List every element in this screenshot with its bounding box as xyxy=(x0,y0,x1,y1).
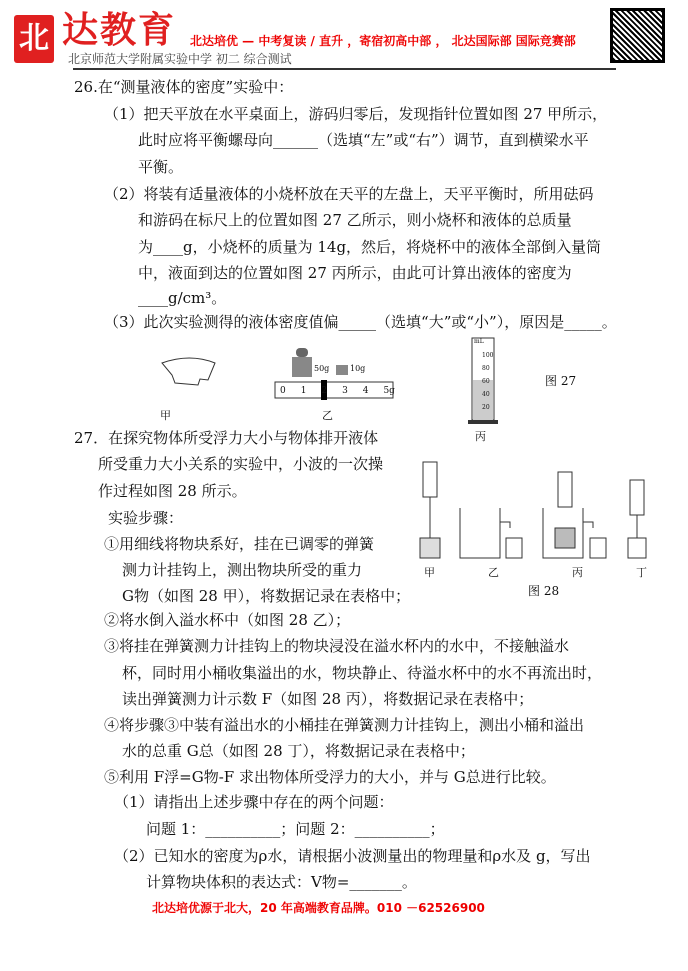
weight-label: 10g xyxy=(350,364,366,373)
text-line: ②将水倒入溢水杯中（如图 28 乙）； xyxy=(104,611,351,629)
qr-code-icon xyxy=(610,8,665,63)
weight-label: 50g xyxy=(314,364,330,373)
text-line: 所受重力大小关系的实验中，小波的一次操 xyxy=(98,455,384,473)
text-line: 此时应将平衡螺母向______（选填“左”或“右”）调节，直到横梁水平 xyxy=(138,131,589,149)
label-jia: 甲 xyxy=(160,409,171,422)
small-bucket-yi xyxy=(506,538,522,558)
scale-tick-label: 1 xyxy=(300,386,307,396)
text-line: （2）已知水的密度为ρ水，请根据小波测量出的物理量和ρ水及 g，写出 xyxy=(114,847,591,865)
text-line: 杯，同时用小桶收集溢出的水，物块静止、待溢水杯中的水不再流出时， xyxy=(122,664,603,682)
text-line: （3）此次实验测得的液体密度值偏_____（选填“大”或“小”），原因是_____。 xyxy=(104,313,617,331)
label-jia: 甲 xyxy=(424,566,435,579)
text-line: 作过程如图 28 所示。 xyxy=(98,482,247,500)
small-bucket-bing xyxy=(590,538,606,558)
header-subtitle: 北京师范大学附属实验中学 初二 综合测试 xyxy=(68,52,292,66)
weight-10g xyxy=(336,365,348,375)
scale-tick-label: 5g xyxy=(383,386,395,396)
balance-pointer-dial xyxy=(162,358,215,385)
header-rule xyxy=(73,68,616,70)
label-bing: 丙 xyxy=(572,566,583,579)
overflow-cup-yi xyxy=(460,508,510,558)
text-line: 为____g，小烧杯的质量为 14g，然后，将烧杯中的液体全部倒入量筒 xyxy=(138,238,602,256)
text-line: （1）请指出上述步骤中存在的两个问题： xyxy=(114,793,394,811)
logo-icon: 北 xyxy=(14,15,54,63)
scale-tick-label: 3 xyxy=(342,386,348,396)
cylinder-tick-label: 80 xyxy=(482,365,490,372)
cylinder-tick-label: 40 xyxy=(482,391,490,398)
text-line: 平衡。 xyxy=(138,158,184,176)
text-line: 和游码在标尺上的位置如图 27 乙所示，则小烧杯和液体的总质量 xyxy=(138,211,572,229)
text-line: ④将步骤③中装有溢出水的小桶挂在弹簧测力计挂钩上，测出小桶和溢出 xyxy=(104,716,585,734)
figure-27-caption: 图 27 xyxy=(545,374,577,388)
text-line: 读出弹簧测力计示数 F（如图 28 丙），将数据记录在表格中； xyxy=(122,690,534,708)
figure-27 xyxy=(150,335,600,435)
footer: 北达培优源于北大，20 年高端教育品牌。010 －62526900 xyxy=(152,901,485,915)
text-line: 测力计挂钩上，测出物块所受的重力 xyxy=(122,561,363,579)
cylinder-tick-label: 20 xyxy=(482,404,490,411)
weight-50g xyxy=(292,357,312,377)
spring-scale-bing xyxy=(558,472,572,507)
text-line: 27．在探究物体所受浮力大小与物体排开液体 xyxy=(74,429,379,447)
text-line: （2）将装有适量液体的小烧杯放在天平的左盘上，天平平衡时，所用砝码 xyxy=(104,185,594,203)
text-line: ____g/cm³。 xyxy=(138,289,227,307)
spring-scale-ding xyxy=(630,480,644,515)
label-yi: 乙 xyxy=(488,566,499,579)
text-line: ⑤利用 F浮=G物-F 求出物体所受浮力的大小，并与 G总进行比较。 xyxy=(104,768,556,786)
logo-text: 达教育 xyxy=(62,9,177,51)
cylinder-tick-label: 100 xyxy=(482,352,494,359)
text-line: 中，液面到达的位置如图 27 丙所示，由此可计算出液体的密度为 xyxy=(138,264,572,282)
figure-28-caption: 图 28 xyxy=(528,584,560,598)
cylinder-unit: mL xyxy=(474,338,484,345)
header-promo: 北达培优 — 中考复读 / 直升 ，寄宿初高中部 ， 北达国际部 国际竞赛部 xyxy=(190,34,576,48)
text-line: 水的总重 G总（如图 28 丁），将数据记录在表格中； xyxy=(122,742,475,760)
small-bucket-ding xyxy=(628,538,646,558)
text-line: 计算物块体积的表达式：V物=_______。 xyxy=(146,873,417,891)
block-jia xyxy=(420,538,440,558)
scale-tick-label: 0 xyxy=(280,386,286,396)
scale-tick-label: 4 xyxy=(362,386,369,396)
text-line: 26.在“测量液体的密度”实验中： xyxy=(74,78,294,96)
text-line: ①用细线将物块系好，挂在已调零的弹簧 xyxy=(104,535,375,553)
text-line: ③将挂在弹簧测力计挂钩上的物块浸没在溢水杯内的水中，不接触溢水 xyxy=(104,637,570,655)
label-yi: 乙 xyxy=(322,409,333,422)
scale-tick-label: 2 xyxy=(321,386,328,396)
text-line: G物（如图 28 甲），将数据记录在表格中； xyxy=(122,587,411,605)
text-line: 实验步骤： xyxy=(108,509,184,527)
text-line: 问题 1：__________；问题 2：__________； xyxy=(146,820,445,838)
text-line: （1）把天平放在水平桌面上，游码归零后，发现指针位置如图 27 甲所示， xyxy=(104,105,608,123)
label-ding: 丁 xyxy=(636,566,647,579)
label-bing: 丙 xyxy=(475,430,486,443)
cylinder-tick-label: 60 xyxy=(482,378,490,385)
spring-scale-jia xyxy=(423,462,437,497)
